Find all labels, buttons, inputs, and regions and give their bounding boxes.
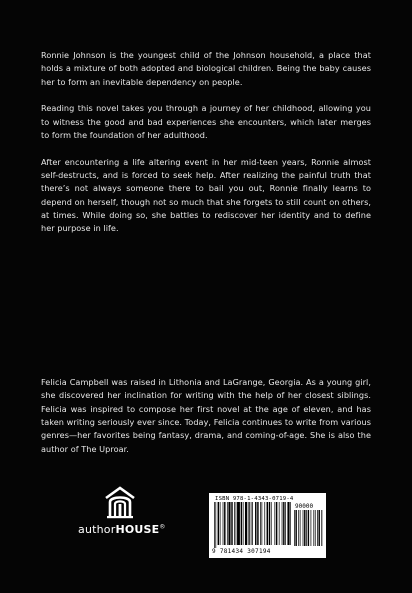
barcode-addon-bars bbox=[293, 510, 323, 548]
trademark-symbol: ® bbox=[159, 523, 166, 531]
blurb-paragraph-2: Reading this novel takes you through a journey of her childhood, allowing you to witness the good and bad experiences she encounters, which later merges to form the foundation of her adulthood. bbox=[41, 103, 371, 141]
author-bio-text: Felicia Campbell was raised in Lithonia and LaGrange, Georgia. As a young girl, she discovered her inclination for writing with the help of her closest siblings. Felicia was inspired to compose her first novel at the age of eleven, and has taken writing seriously ever since. Today, Felicia continues to write from various genres—her favorites being fantasy, drama, and coming-of-age. She is also the author of The Uproar. bbox=[41, 377, 371, 454]
isbn-label: ISBN 978-1-4343-0719-4 bbox=[215, 496, 294, 502]
authorhouse-building-icon bbox=[103, 485, 137, 519]
publisher-name-part2: HOUSE bbox=[115, 523, 160, 536]
blurb-paragraph-1: Ronnie Johnson is the youngest child of the Johnson household, a place that holds a mixture of both adopted and biological children. Being the baby causes her to form an inevitable dependency on people. bbox=[41, 50, 371, 87]
isbn-barcode bbox=[209, 493, 326, 558]
barcode-digits: 9 781434 307194 bbox=[212, 548, 271, 555]
barcode-bars bbox=[213, 502, 291, 548]
publisher-name-part1: author bbox=[78, 523, 116, 536]
publisher-name bbox=[78, 523, 166, 536]
price-code: 90000 bbox=[295, 503, 314, 510]
author-bio bbox=[41, 376, 371, 456]
publisher-logo bbox=[78, 485, 166, 543]
book-blurb bbox=[41, 49, 371, 236]
blurb-paragraph-3: After encountering a life altering event in her mid-teen years, Ronnie almost self-destructs, and is forced to seek help. After realizing the painful truth that there’s not always someone there to bail you out, Ronnie finally learns to depend on herself, though not so much that she forgets to still count on others, at times. While doing so, she battles to rediscover her identity and to define her purpose in life. bbox=[41, 156, 371, 234]
